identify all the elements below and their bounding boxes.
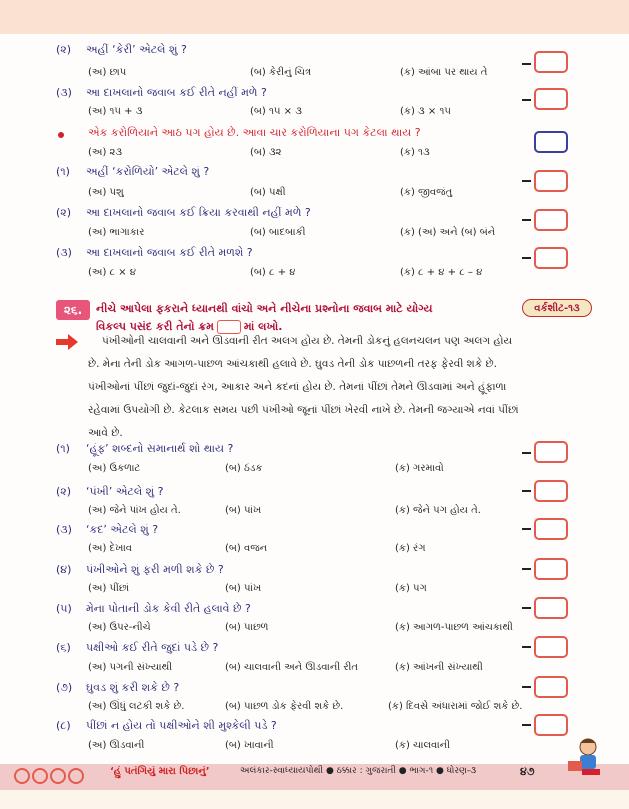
paragraph-line: રહેવામાં ઉપયોગી છે. કેટલાક સમય પછી પંખીઓ જૂનાં પીંછાં ખેરવી નાખે છે. તેમની જગ્યાએ નવાં પીંછાં xyxy=(88,404,519,416)
question xyxy=(56,43,187,57)
section-title-part1: વિકલ્પ પસંદ કરી તેનો ક્રમ xyxy=(96,320,214,333)
question xyxy=(56,681,179,695)
question-number: (૬) xyxy=(56,641,71,654)
answer-dash xyxy=(522,452,531,454)
question xyxy=(56,719,277,733)
question-text: આ દાખલાનો જવાબ કઈ ક્રિયા કરવાથી નહીં મળે ? xyxy=(86,206,311,219)
option-c: (ક) રંગ xyxy=(395,543,426,554)
option-c: (ક) આગળ-પાછળ આંચકાથી xyxy=(395,622,513,633)
option-a: (અ) છાપ xyxy=(88,67,127,78)
answer-box[interactable] xyxy=(534,51,568,73)
question-number: (૫) xyxy=(56,602,72,615)
option-c: (ક) ચાલવાની xyxy=(395,740,451,751)
section-title-line2 xyxy=(96,320,282,334)
option-a: (અ) જેને પાંખ હોય તે. xyxy=(88,505,181,516)
option-a: (અ) ઉપર-નીચે xyxy=(88,622,151,633)
bullet-icon xyxy=(58,132,64,138)
option-a: (અ) ઉકળાટ xyxy=(88,463,141,474)
section-number: ૨૬. xyxy=(56,300,90,320)
question xyxy=(56,442,233,456)
option-a: (અ) ૧૫ + ૩ xyxy=(88,106,143,117)
answer-dash xyxy=(522,686,531,688)
question xyxy=(56,523,158,537)
question-text: મેના પોતાની ડોક કેવી રીતે હલાવે છે ? xyxy=(86,602,251,615)
option-a: (અ) પગની સંખ્યાથી xyxy=(88,662,173,673)
option-c: (ક) આંબા પર થાય તે xyxy=(400,67,488,78)
option-b: (બ) પાંખ xyxy=(225,505,262,516)
option-b: (બ) ૮ + ૪ xyxy=(250,267,296,278)
option-a: (અ) ઊંધું લટકી શકે છે. xyxy=(88,701,185,712)
answer-box[interactable] xyxy=(534,209,568,231)
answer-dash xyxy=(522,568,531,570)
option-a: (અ) ભાગાકાર xyxy=(88,227,145,238)
question xyxy=(56,86,267,100)
option-b: (બ) કેરીનું ચિત્ર xyxy=(250,67,312,78)
answer-box[interactable] xyxy=(534,170,568,192)
answer-dash xyxy=(522,257,531,259)
option-b: (બ) ૩૨ xyxy=(250,147,282,158)
answer-box[interactable] xyxy=(534,518,568,540)
paragraph-line: આવે છે. xyxy=(88,427,123,439)
answer-dash xyxy=(522,528,531,530)
answer-dash xyxy=(522,63,531,65)
answer-box[interactable] xyxy=(534,636,568,658)
footer-slogan: ‘હું પતંગિયું મારા પિછાનું’ xyxy=(110,766,210,777)
question-number: (૮) xyxy=(56,719,71,732)
question xyxy=(56,641,218,655)
answer-dash xyxy=(522,99,531,101)
question-text: એક કરોળિયાને આઠ પગ હોય છે. આવા ચાર કરોળિયાના પગ કેટલા થાય ? xyxy=(88,126,421,139)
option-c: (ક) પગ xyxy=(395,583,427,594)
rings-decoration-icon xyxy=(14,768,86,788)
answer-box[interactable] xyxy=(534,441,568,463)
paragraph-line: છે. મેના તેની ડોક આગળ-પાછળ આંચકાથી હલાવે છે. ઘુવડ તેની ડોક પાછળની તરફ ફેરવી શકે છે. xyxy=(88,358,497,370)
option-c: (ક) (અ) અને (બ) બંને xyxy=(400,227,496,238)
question-text: પક્ષીઓ કઈ રીતે જુદાં પડે છે ? xyxy=(86,641,219,654)
option-c: (ક) દિવસે અંધારામાં જોઈ શકે છે. xyxy=(388,701,523,712)
question xyxy=(56,602,251,616)
inline-answer-box xyxy=(217,320,241,334)
option-b: (બ) ચાલવાની અને ઊડવાની રીત xyxy=(225,662,359,673)
option-a: (અ) પીંછાં xyxy=(88,583,130,594)
answer-dash xyxy=(522,646,531,648)
footer-book-info: અલંકાર-સ્વાધ્યાયપોથી ● ઠક્કાર : ગુજરાતી ● ભાગ-૧ ● ધોરણ-૩ xyxy=(240,766,477,776)
option-a: (અ) ઊડવાની xyxy=(88,740,145,751)
question-number: (૨) xyxy=(56,43,72,56)
option-b: (બ) ૧૫ × ૩ xyxy=(250,106,302,117)
question-number: (૭) xyxy=(56,681,73,694)
option-a: (અ) દેખાવ xyxy=(88,543,133,554)
answer-box[interactable] xyxy=(534,480,568,502)
option-c: (ક) જેને પગ હોય તે. xyxy=(395,505,481,516)
option-b: (બ) વજન xyxy=(225,543,268,554)
answer-box[interactable] xyxy=(534,558,568,580)
answer-box[interactable] xyxy=(534,597,568,619)
question xyxy=(56,485,163,499)
question xyxy=(88,126,421,140)
question xyxy=(56,206,311,220)
question xyxy=(56,246,253,260)
answer-box[interactable] xyxy=(534,88,568,110)
option-a: (અ) ૨૩ xyxy=(88,147,123,158)
answer-box[interactable] xyxy=(534,714,568,736)
option-b: (બ) પાછળ xyxy=(225,622,269,633)
option-c: (ક) આંખની સંખ્યાથી xyxy=(395,662,483,673)
worksheet-badge: વર્કશીટ-૧૩ xyxy=(522,299,592,317)
kid-reading-icon xyxy=(560,735,608,783)
paragraph-line: પંખીઓનાં પીંછાં જુદાં-જુદાં રંગ, આકાર અને કદનાં હોય છે. તેમનાં પીંછાં તેમને ઊડવામાં અને હૂંફાળા xyxy=(88,381,507,393)
question-text: અહીં ‘કેરી’ એટલે શું ? xyxy=(86,43,187,56)
option-c: (ક) ગરમાવો xyxy=(395,463,444,474)
question-text: આ દાખલાનો જવાબ કઈ રીતે નહીં મળે ? xyxy=(86,86,267,99)
option-b: (બ) પાંખ xyxy=(225,583,262,594)
question xyxy=(56,165,209,179)
answer-dash xyxy=(522,219,531,221)
option-c: (ક) ૧૩ xyxy=(400,147,430,158)
question-text: ઘુવડ શું કરી શકે છે ? xyxy=(86,681,180,694)
option-a: (અ) ૮ × ૪ xyxy=(88,267,136,278)
question-text: અહીં ‘કરોળિયો’ એટલે શું ? xyxy=(86,165,210,178)
answer-dash xyxy=(522,180,531,182)
section-title-line1: નીચે આપેલા ફકરાને ધ્યાનથી વાંચો અને નીચેના પ્રશ્નોના જવાબ માટે યોગ્ય xyxy=(96,302,433,315)
answer-dash xyxy=(522,607,531,609)
question-text: ‘હૂંફ’ શબ્દનો સમાનાર્થ શો થાય ? xyxy=(86,442,234,455)
section-title-part2: માં લખો. xyxy=(243,320,283,333)
answer-dash xyxy=(522,490,531,492)
option-b: (બ) પાછળ ડોક ફેરવી શકે છે. xyxy=(225,701,344,712)
question-text: ‘પંખી’ એટલે શું ? xyxy=(86,485,164,498)
question-text: પીંછાં ન હોય તો પક્ષીઓને શી મુશ્કેલી પડે ? xyxy=(86,719,277,732)
answer-box[interactable] xyxy=(534,247,568,269)
question-number: (૨) xyxy=(56,206,72,219)
question-number: (૧) xyxy=(56,442,70,455)
question xyxy=(56,563,224,577)
question-number: (૩) xyxy=(56,86,72,99)
question-number: (૩) xyxy=(56,246,72,259)
option-b: (બ) પક્ષી xyxy=(250,187,286,198)
question-text: ‘કદ’ એટલે શું ? xyxy=(86,523,159,536)
option-b: (બ) બાદબાકી xyxy=(250,227,306,238)
question-text: આ દાખલાનો જવાબ કઈ રીતે મળશે ? xyxy=(86,246,253,259)
page-number: ૪૭ xyxy=(520,765,535,778)
question-number: (૩) xyxy=(56,523,72,536)
option-c: (ક) ૩ × ૧૫ xyxy=(400,106,451,117)
option-a: (અ) પશુ xyxy=(88,187,124,198)
option-c: (ક) જીવજંતુ xyxy=(400,187,453,198)
top-strip xyxy=(0,0,629,34)
answer-dash xyxy=(522,724,531,726)
question-number: (૪) xyxy=(56,563,72,576)
option-b: (બ) ઠંડક xyxy=(225,463,263,474)
paragraph-line: પંખીઓની ચાલવાની અને ઊડવાની રીત અલગ હોય છે. તેમની ડોકનું હલનચલન પણ અલગ હોય xyxy=(102,335,513,347)
answer-box[interactable] xyxy=(534,131,568,153)
option-b: (બ) ખાવાની xyxy=(225,740,274,751)
question-number: (૧) xyxy=(56,165,70,178)
answer-box[interactable] xyxy=(534,676,568,698)
question-text: પંખીઓને શું ફરી મળી શકે છે ? xyxy=(86,563,224,576)
question-number: (૨) xyxy=(56,485,72,498)
option-c: (ક) ૮ + ૪ + ૮ – ૪ xyxy=(400,267,483,278)
